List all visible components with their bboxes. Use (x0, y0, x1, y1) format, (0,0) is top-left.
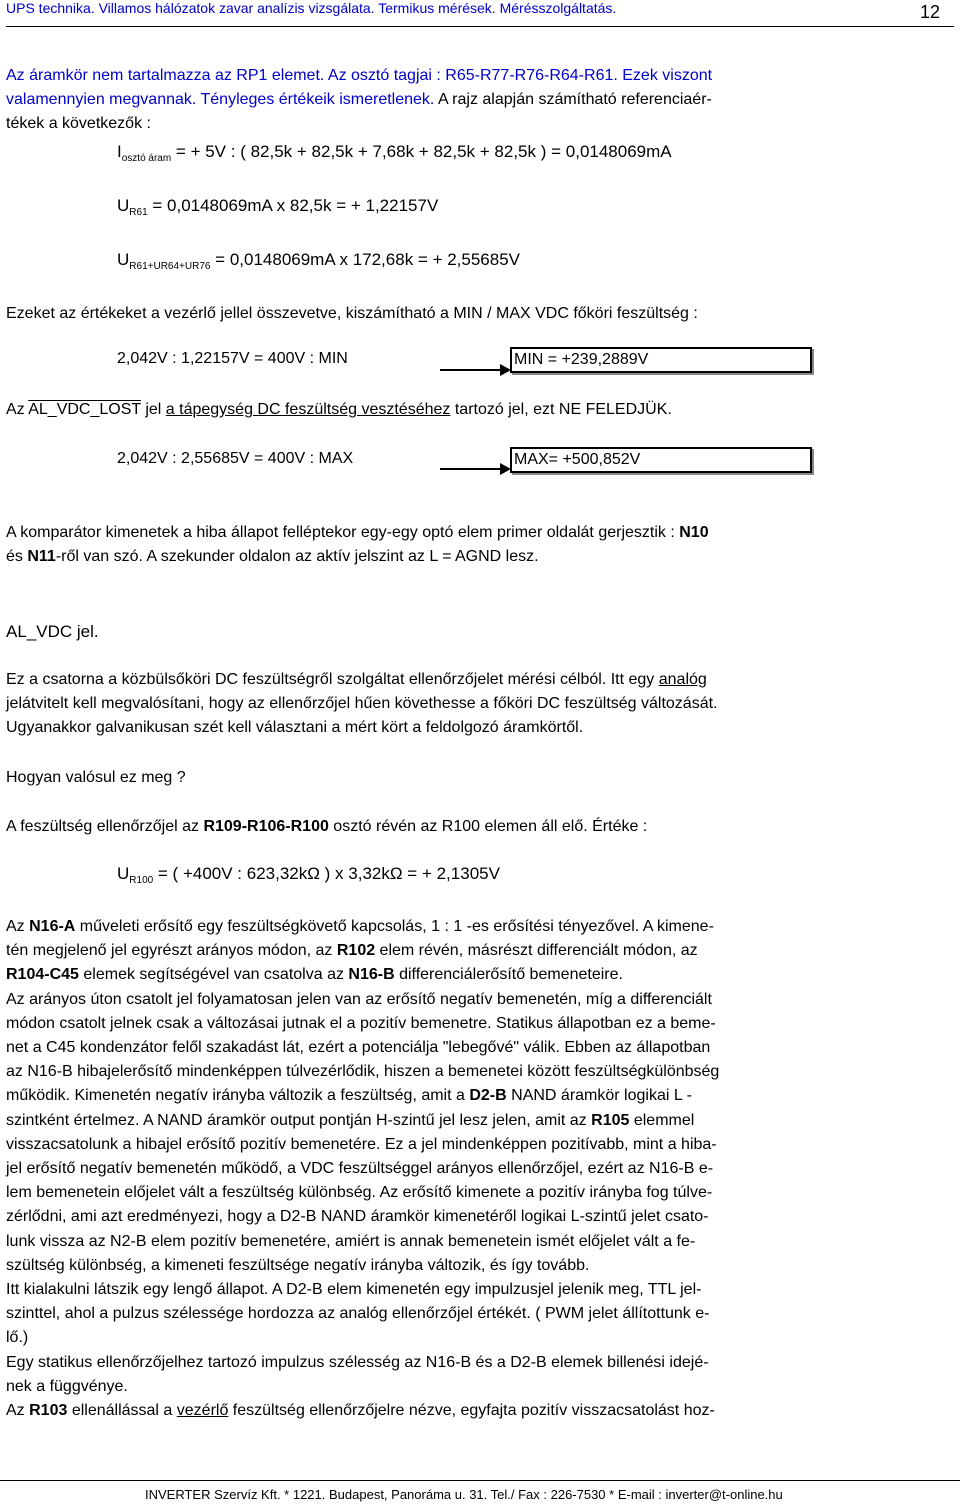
comparator-paragraph: A komparátor kimenetek a hiba állapot felléptekor egy-egy optó elem primer oldalát gerjesztik : N10 és N11-ről van szó. A szekunder oldalon az aktív jelszint az L = AGND lesz. (6, 524, 709, 566)
intro-line-2-blue: valamennyien megvannak. Tényleges értékeik ismeretlenek. (6, 91, 435, 109)
page-footer: INVERTER Szervíz Kft. * 1221. Budapest, Panoráma u. 31. Tel./ Fax : 226-7530 * E-mail : inverter@t-online.hu (145, 1487, 783, 1502)
min-arrow (440, 369, 502, 371)
question: Hogyan valósul ez meg ? (6, 769, 186, 786)
divider-paragraph: A feszültség ellenőrzőjel az R109-R106-R100 osztó révén az R100 elemen áll elő. Értéke : (6, 818, 648, 835)
al-vdc-lost-signal: AL_VDC_LOST (28, 401, 141, 418)
compare-text: Ezeket az értékeket a vezérlő jellel összevetve, kiszámítható a MIN / MAX VDC főköri feszültség : (6, 305, 698, 322)
formula-u-r61: $U_{R61} = 0,0148069mA$ x 82,5k = + 1,22157V (117, 196, 439, 218)
page-number: 12 (919, 2, 940, 22)
formula-u-sum: $U_{R61+UR64+UR76} = 0,0148069mA$ x 172,68k = + 2,55685V (117, 250, 521, 272)
min-result-box: MIN = +239,2889V (510, 347, 812, 373)
body-paragraph: Az N16-A műveleti erősítő egy feszültségkövető kapcsolás, 1 : 1 -es erősítési tényezővel. A kimene- tén megjelenő jel egyrészt arányos módon, az R102 elem révén, másrészt differenciált módon, az R104-C45 elemek segítségével van csatolva az N16-B differenciálerősítő bemeneteire. Az arányos úton csatolt jel folyamatosan jelen van az erősítő negatív bemenetén, míg a differenciált módon csatolt jelnek csak a változásai jutnak el a pozitív bemenetre. Statikus állapotban ez a beme- net a C45 kondenzátor felől szakadást lát, ezért a potenciálja "lebegővé" válik. Ebben az állapotban az N16-B hibajelerősítő mindenképpen túlvezérlődik, hiszen a bemenetei között feszültségkülönbség működik. Kimenetén negatív irányba változik a feszültség, amit a D2-B NAND áramkör logikai L - szintként értelmez. A NAND áramkör output pontján H-szintű jel lesz jelen, amit az R105 elemmel visszacsatolunk a hibajel erősítő pozitív bemenetére. Ez a jel mindenképpen pozitívabb, mint a hiba- jel erősítő negatív bemenetén működő, a VDC feszültséggel arányos ellenőrzőjel, ezért az N16-B e- lem bemenetein előjelet vált a feszültség különbség. Az erősítő kimenete a pozitív irányba fog túlve- zérlődni, ami azt eredményezi, hogy a D2-B NAND áramkör kimenetéről logikai L-szintű jelet csato- lunk vissza az N2-B elem pozitív bemenetére, amiért is annak bemenetein ismét előjelet vált a fe- szültség különbség, a kimeneti feszültsége negatív irányba változik, és így tovább. Itt kialakulni látszik egy lengő állapot. A D2-B elem kimenetén egy impulzusjel jelenik meg, TTL jel- szinttel, ahol a pulzus szélessége hordozza az analóg ellenőrzőjel értékét. ( PWM jelet állítottunk e- lő.) Egy statikus ellenőrzőjelhez tartozó impulzus szélesség az N16-B és a D2-B elemek billenési idejé- nek a függvénye. Az R103 ellenállással a vezérlő feszültség ellenőrzőjelre nézve, egyfajta pozitív visszacsatolást hoz- (6, 918, 720, 1420)
formula-current: $I_{osztó áram}$ = + 5V : ( 82,5k + 82,5k + 7,68k + 82,5k + 82,5k ) = 0,0148069mA (117, 142, 672, 164)
intro-line-1: Az áramkör nem tartalmazza az RP1 elemet. Az osztó tagjai : R65-R77-R76-R64-R61. Ezek viszont (6, 67, 713, 84)
formula-u-r100: $U_{R100}$ = ( +400V : 623,32kΩ ) x 3,32kΩ = + 2,1305V (117, 864, 500, 886)
header-rule (6, 26, 954, 27)
page-header (6, 0, 940, 24)
intro-paragraph (6, 64, 954, 137)
intro-line-2-black: A rajz alapján számítható referenciaér- (434, 91, 712, 109)
al-vdc-lost-line: Az AL_VDC_LOST jel a tápegység DC feszültség vesztéséhez tartozó jel, ezt NE FELEDJÜK. (6, 401, 672, 418)
max-calc: 2,042V : 2,55685V = 400V : MAX (117, 450, 354, 467)
min-calc: 2,042V : 1,22157V = 400V : MIN (117, 350, 348, 367)
max-result-box: MAX= +500,852V (510, 447, 812, 473)
header-title: UPS technika. Villamos hálózatok zavar analízis vizsgálata. Termikus mérések. Mérésszolgáltatás. (6, 0, 617, 16)
section-title: AL_VDC jel. (6, 622, 99, 641)
intro-line-3: tékek a következők : (6, 115, 151, 133)
footer-rule (0, 1480, 960, 1481)
max-arrow (440, 468, 502, 470)
channel-paragraph: Ez a csatorna a közbülsőköri DC feszültségről szolgáltat ellenőrzőjelet mérési célból. Itt egy analóg jelátvitelt kell megvalósítani, hogy az ellenőrzőjel hűen követhesse a főköri DC feszültség változását. Ugyanakkor galvanikusan szét kell választani a mért kört a feldolgozó áramkörtől. (6, 671, 718, 737)
